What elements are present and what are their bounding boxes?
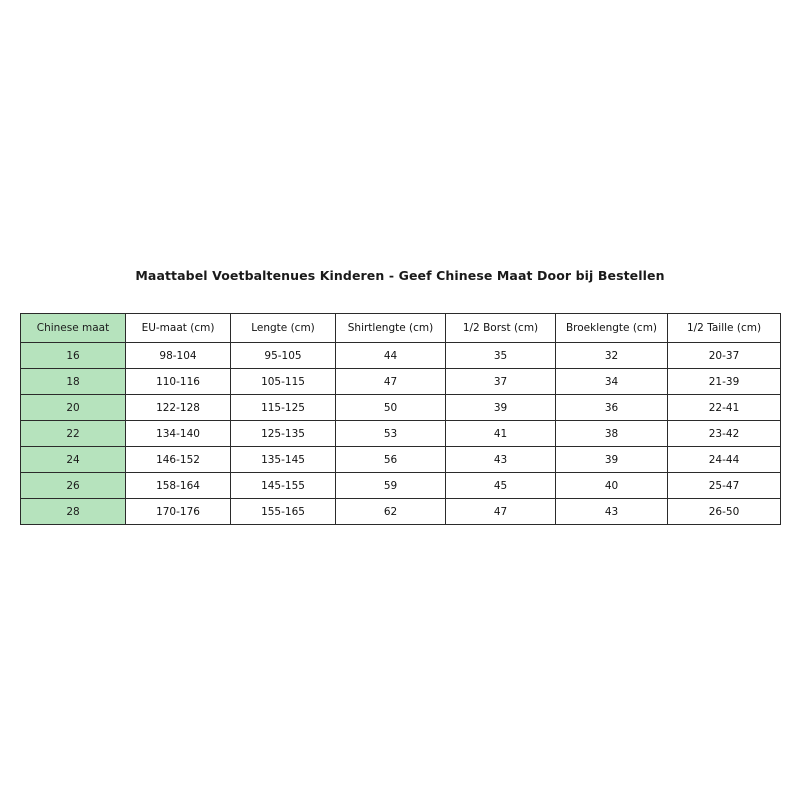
table-row [21, 369, 781, 395]
cell-broeklengte: 32 [556, 343, 668, 369]
cell-shirtlengte: 50 [336, 395, 446, 421]
cell-halve-taille: 22-41 [668, 395, 781, 421]
column-header-halve-borst: 1/2 Borst (cm) [446, 314, 556, 343]
table-row [21, 395, 781, 421]
cell-broeklengte: 34 [556, 369, 668, 395]
cell-eu-maat: 170-176 [126, 499, 231, 525]
cell-shirtlengte: 56 [336, 447, 446, 473]
cell-chinese-maat: 18 [21, 369, 126, 395]
cell-halve-borst: 45 [446, 473, 556, 499]
cell-shirtlengte: 62 [336, 499, 446, 525]
cell-broeklengte: 43 [556, 499, 668, 525]
cell-eu-maat: 134-140 [126, 421, 231, 447]
cell-halve-borst: 35 [446, 343, 556, 369]
column-header-chinese-maat: Chinese maat [21, 314, 126, 343]
cell-halve-taille: 26-50 [668, 499, 781, 525]
cell-shirtlengte: 59 [336, 473, 446, 499]
cell-lengte: 135-145 [231, 447, 336, 473]
page-title: Maattabel Voetbaltenues Kinderen - Geef Chinese Maat Door bij Bestellen [135, 268, 665, 283]
cell-eu-maat: 110-116 [126, 369, 231, 395]
cell-shirtlengte: 53 [336, 421, 446, 447]
column-header-eu-maat: EU-maat (cm) [126, 314, 231, 343]
table-row [21, 473, 781, 499]
column-header-shirtlengte: Shirtlengte (cm) [336, 314, 446, 343]
column-header-broeklengte: Broeklengte (cm) [556, 314, 668, 343]
cell-broeklengte: 40 [556, 473, 668, 499]
cell-halve-taille: 23-42 [668, 421, 781, 447]
column-header-halve-taille: 1/2 Taille (cm) [668, 314, 781, 343]
cell-lengte: 125-135 [231, 421, 336, 447]
cell-halve-taille: 21-39 [668, 369, 781, 395]
cell-lengte: 145-155 [231, 473, 336, 499]
table-row [21, 343, 781, 369]
table-row [21, 499, 781, 525]
cell-halve-borst: 41 [446, 421, 556, 447]
cell-halve-borst: 47 [446, 499, 556, 525]
cell-chinese-maat: 28 [21, 499, 126, 525]
cell-halve-taille: 25-47 [668, 473, 781, 499]
cell-halve-borst: 39 [446, 395, 556, 421]
cell-lengte: 155-165 [231, 499, 336, 525]
cell-halve-borst: 43 [446, 447, 556, 473]
cell-chinese-maat: 22 [21, 421, 126, 447]
cell-lengte: 115-125 [231, 395, 336, 421]
cell-halve-borst: 37 [446, 369, 556, 395]
cell-eu-maat: 98-104 [126, 343, 231, 369]
cell-chinese-maat: 16 [21, 343, 126, 369]
size-chart-container [20, 313, 780, 525]
cell-lengte: 95-105 [231, 343, 336, 369]
cell-broeklengte: 38 [556, 421, 668, 447]
cell-eu-maat: 158-164 [126, 473, 231, 499]
cell-chinese-maat: 20 [21, 395, 126, 421]
column-header-lengte: Lengte (cm) [231, 314, 336, 343]
cell-chinese-maat: 24 [21, 447, 126, 473]
cell-broeklengte: 39 [556, 447, 668, 473]
cell-chinese-maat: 26 [21, 473, 126, 499]
table-row [21, 447, 781, 473]
size-chart-table [20, 313, 781, 525]
cell-lengte: 105-115 [231, 369, 336, 395]
cell-broeklengte: 36 [556, 395, 668, 421]
cell-shirtlengte: 47 [336, 369, 446, 395]
cell-shirtlengte: 44 [336, 343, 446, 369]
cell-eu-maat: 146-152 [126, 447, 231, 473]
table-header-row [21, 314, 781, 343]
table-row [21, 421, 781, 447]
cell-halve-taille: 24-44 [668, 447, 781, 473]
cell-halve-taille: 20-37 [668, 343, 781, 369]
cell-eu-maat: 122-128 [126, 395, 231, 421]
